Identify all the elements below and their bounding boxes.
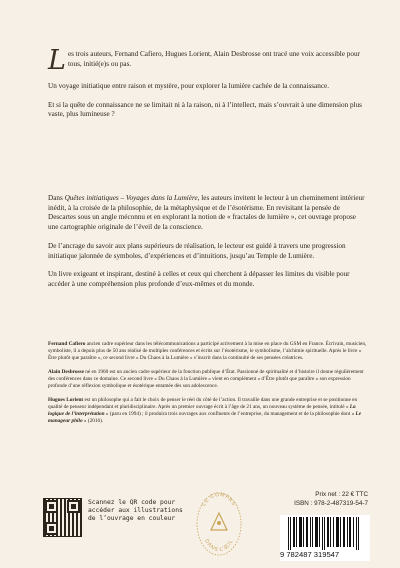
price-label: Prix net : 22 € TTC [315,491,368,498]
intro-section [48,45,368,129]
intro-paragraph-1 [48,45,368,76]
author-bios [48,341,368,431]
qr-caption: Scannez le QR code pour accéder aux illustrations de l’ouvrage en couleur [88,499,183,522]
summary-paragraph-1 [48,194,368,233]
bio-hugues-lorient [48,397,368,425]
svg-text:LE COMPAS [201,492,237,507]
work-title: La logique de l’interprétation [48,403,356,417]
summary-paragraph-2: De l’ancrage du savoir aux plans supérieurs de réalisation, le lecteur est guidé à travers une progression initiatique jalonnée de symboles, d’expériences et d’intuitions, jusqu’au Temple de Lumière. [48,241,346,260]
barcode [280,515,370,561]
author-name: Fernand Cafiero [48,341,86,347]
book-title: Quêtes initiatiques – Voyages dans la Lumière [64,194,198,202]
logo-text-top: LE COMPAS [201,492,237,508]
bio-fernand-cafiero [48,341,368,362]
isbn-label: ISBN : 978-2-487319-54-7 [294,499,368,507]
summary-text: Dans [48,194,65,202]
summary-section [48,194,368,299]
work-title: Le manageur philo [48,410,362,424]
author-name: Hugues Lorient [48,396,84,403]
bio-text: est un philosophe qui a fait le choix de penser le réel du côté de l’action. Il travaille dans une grande entreprise et se positionne en qualité de penseur indépendant et pluridisciplinaire. Après un premier ouvrage écrit à l’âge de 21 ans, un nouveau système de pensée, intitulé « [48,396,358,410]
bio-alain-desbrosse [48,369,368,390]
bio-text: » (paru en 1994) ; il produira trois ouvrages aux confluents de l’entreprise, du management et de la philosophie dont « [104,410,356,417]
bio-text: né en 1960 est un ancien cadre supérieur de la fonction publique d’État. Passionné de spiritualité et d’histoire il donne régulièrement des conférences dans ce domaine. Ce second livre « Du Chaos à la Lumière » vient en complément « d’Être plutôt que paraître » son expression profonde d’une réflexion symbolique et ésotérique entamée dès son adolescence. [48,368,364,389]
summary-paragraph-3: Un livre exigeant et inspirant, destiné à celles et ceux qui cherchent à dépasser les limites du visible pour accéder à une compréhension plus profonde d’eux-mêmes et du monde. [48,270,350,288]
intro-paragraph-3: Et si la quête de connaissance ne se limitait ni à la raison, ni à l’intellect, mais s’ouvrait à une dimension plus vaste, plus lumineuse ? [48,100,362,119]
bio-text: » (2016). [82,417,104,424]
barcode-digits: 9 782487 319547 [280,550,340,559]
qr-finder-pattern [45,522,58,535]
back-cover-footer [0,460,400,568]
qr-finder-pattern [67,500,80,513]
summary-text: , les auteurs invitent le lecteur à un cheminement intérieur inédit, à la croisée de la philosophie, de la métaphysique et de l’ésotérisme. En revisitant la pensée de Descartes sous un angle méconnu et en explorant la notion de « fractales de lumière », cet ouvrage propose une cartographie originale de l’éveil de la conscience. [48,194,365,232]
logo-text-bottom: DANS L’ŒIL [203,538,235,554]
barcode-bars [280,515,370,551]
qr-finder-pattern [45,500,58,513]
bio-text: ancien cadre supérieur dans les télécommunications a participé activement à la mise en place du GSM en France. Écrivain, musicien, symboliste, il a depuis plus de 50 ans réalisé de multiples conférences et écrits sur l’ésotérisme, le symbolisme, l’alchimie spirituelle. Après le livre « Être plutôt que paraître », ce second livre « Du Chaos à la Lumière » s’inscrit dans la continuité de ses pensées créatrices. [48,341,367,362]
drop-cap: L [48,45,66,76]
svg-text:DANS L’ŒIL [203,538,235,553]
eye-icon [217,521,221,525]
qr-code[interactable] [43,498,82,537]
intro-paragraph-2: Un voyage initiatique entre raison et mystère, pour explorer la lumière cachée de la connaissance. [48,82,329,91]
publisher-logo [196,492,242,556]
author-name: Alain Desbrosse [48,368,84,375]
intro-text-1: es trois auteurs, Fernand Cafiero, Hugues Lorient, Alain Desbrosse ont tracé une voix accessible pour tous, initié(e)s ou pas. [67,50,360,68]
price-info [278,491,368,508]
